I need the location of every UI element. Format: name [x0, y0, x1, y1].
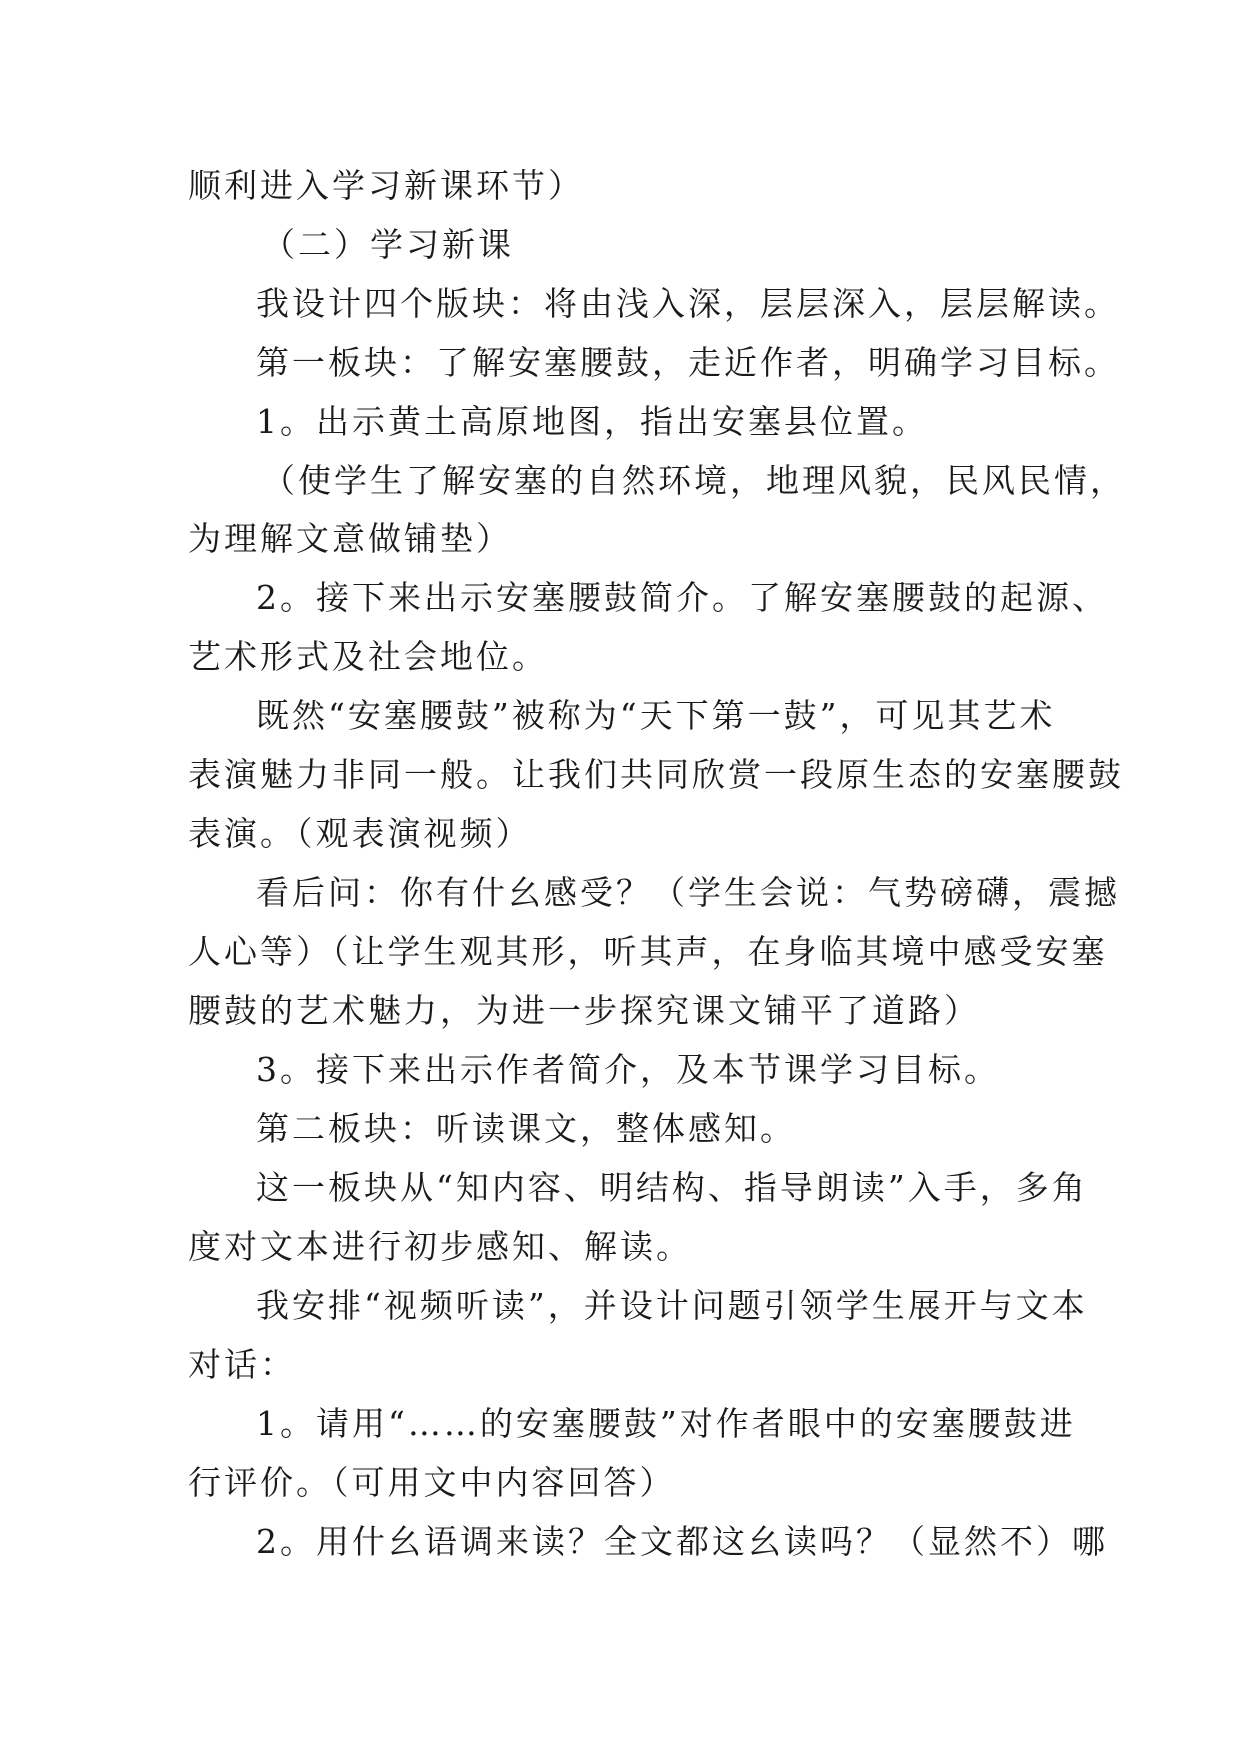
text-line: 度对文本进行初步感知、解读。 — [188, 1227, 692, 1266]
text-line: 我安排“视频听读”，并设计问题引领学生展开与文本 — [256, 1286, 1088, 1325]
text-line: 1。请用“……的安塞腰鼓”对作者眼中的安塞腰鼓进 — [256, 1404, 1076, 1443]
text-line: 2。用什幺语调来读？全文都这幺读吗？（显然不）哪 — [256, 1522, 1108, 1561]
section-heading: 第一板块：了解安塞腰鼓，走近作者，明确学习目标。 — [256, 343, 1120, 382]
text-line: 表演魅力非同一般。让我们共同欣赏一段原生态的安塞腰鼓 — [188, 755, 1124, 794]
section-heading: 第二板块：听读课文，整体感知。 — [256, 1109, 796, 1148]
section-heading: （二）学习新课 — [262, 225, 514, 264]
text-line: 我设计四个版块：将由浅入深，层层深入，层层解读。 — [256, 284, 1120, 323]
text-line: 对话： — [188, 1345, 296, 1384]
text-line: 看后问：你有什幺感受？（学生会说：气势磅礴，震撼 — [256, 873, 1120, 912]
text-line: 顺利进入学习新课环节） — [188, 166, 584, 205]
text-line: 为理解文意做铺垫） — [188, 519, 512, 558]
text-line: 人心等）（让学生观其形，听其声，在身临其境中感受安塞 — [188, 932, 1108, 971]
text-line: 腰鼓的艺术魅力，为进一步探究课文铺平了道路） — [188, 991, 980, 1030]
text-line: 行评价。（可用文中内容回答） — [188, 1463, 676, 1502]
text-line: 既然“安塞腰鼓”被称为“天下第一鼓”，可见其艺术 — [256, 696, 1056, 735]
text-line: 表演。（观表演视频） — [188, 814, 532, 853]
text-line: 3。接下来出示作者简介，及本节课学习目标。 — [256, 1050, 1000, 1089]
text-line: 2。接下来出示安塞腰鼓简介。了解安塞腰鼓的起源、 — [256, 578, 1108, 617]
text-line: （使学生了解安塞的自然环境，地理风貌，民风民情， — [262, 461, 1126, 500]
text-line: 这一板块从“知内容、明结构、指导朗读”入手，多角 — [256, 1168, 1088, 1207]
text-line: 1。出示黄土高原地图，指出安塞县位置。 — [256, 402, 928, 441]
text-line: 艺术形式及社会地位。 — [188, 637, 548, 676]
